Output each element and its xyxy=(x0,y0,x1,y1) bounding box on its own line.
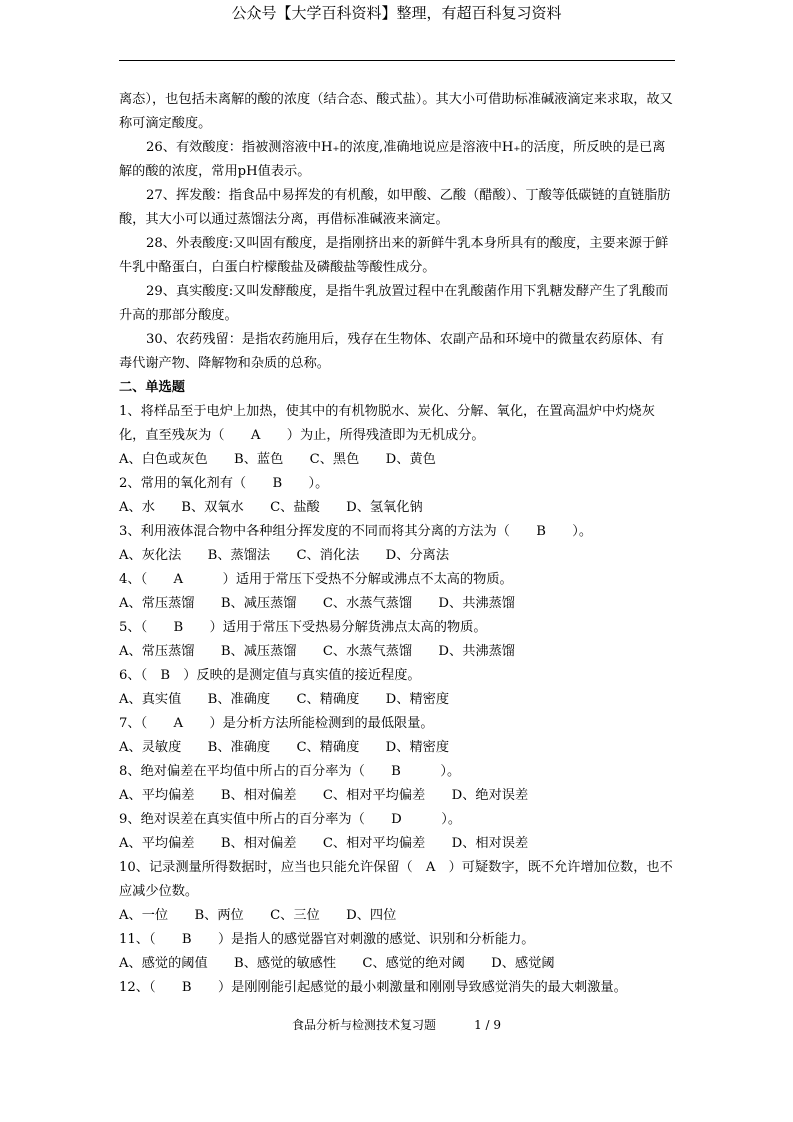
question-text: 7、（ A ）是分析方法所能检测到的最低限量。 xyxy=(119,716,434,731)
definition-item: 26、有效酸度：指被测溶液中H₊的浓度,准确地说应是溶液中H₊的活度，所反映的是已离解的酸的浓度，常用pH值表示。 xyxy=(119,140,666,179)
page-header: 公众号【大学百科资料】整理，有超百科复习资料 xyxy=(231,4,562,22)
question-options: A、一位 B、两位 C、三位 D、四位 xyxy=(119,908,397,923)
question-options: A、常压蒸馏 B、减压蒸馏 C、水蒸气蒸馏 D、共沸蒸馏 xyxy=(119,596,515,611)
definition-item: 28、外表酸度:又叫固有酸度，是指刚挤出来的新鲜牛乳本身所具有的酸度，主要来源于鲜牛乳中酪蛋白，白蛋白柠檬酸盐及磷酸盐等酸性成分。 xyxy=(119,236,669,275)
question-text: 3、利用液体混合物中各种组分挥发度的不同而将其分离的方法为（ B ）。 xyxy=(119,524,593,539)
question-text: 6、（ B ）反映的是测定值与真实值的接近程度。 xyxy=(119,668,421,683)
question-text: 5、（ B ）适用于常压下受热易分解货沸点太高的物质。 xyxy=(119,620,487,635)
question-options: A、平均偏差 B、相对偏差 C、相对平均偏差 D、绝对误差 xyxy=(119,788,529,803)
question-text: 9、绝对误差在真实值中所占的百分率为（ D ）。 xyxy=(119,812,462,827)
definition-item: 27、挥发酸：指食品中易挥发的有机酸，如甲酸、乙酸（醋酸）、丁酸等低碳链的直链脂肪酸，其大小可以通过蒸馏法分离，再借标准碱液来滴定。 xyxy=(119,188,671,227)
question-options: A、感觉的阈值 B、感觉的敏感性 C、感觉的绝对阈 D、感觉阈 xyxy=(119,956,555,971)
question-text: 2、常用的氧化剂有（ B ）。 xyxy=(119,476,329,491)
definition-item: 30、农药残留：是指农药施用后，残存在生物体、农副产品和环境中的微量农药原体、有毒代谢产物、降解物和杂质的总称。 xyxy=(119,332,664,371)
section-title: 二、单选题 xyxy=(119,380,185,395)
question-options: A、白色或灰色 B、蓝色 C、黑色 D、黄色 xyxy=(119,452,436,467)
question-options: A、灵敏度 B、准确度 C、精确度 D、精密度 xyxy=(119,740,450,755)
question-text: 1、将样品至于电炉上加热，使其中的有机物脱水、炭化、分解、氧化，在置高温炉中灼烧灰化，直至残灰为（ A ）为止，所得残渣即为无机成分。 xyxy=(119,404,655,443)
question-options: A、灰化法 B、蒸馏法 C、消化法 D、分离法 xyxy=(119,548,450,563)
definition-item: 29、真实酸度:又叫发酵酸度，是指牛乳放置过程中在乳酸菌作用下乳糖发酵产生了乳酸而升高的那部分酸度。 xyxy=(119,284,669,323)
question-text: 8、绝对偏差在平均值中所占的百分率为（ B ）。 xyxy=(119,764,461,779)
document-body xyxy=(119,88,675,1000)
question-text: 10、记录测量所得数据时，应当也只能允许保留（ A ）可疑数字，既不允许增加位数，也不应减少位数。 xyxy=(119,860,673,899)
question-text: 12、（ B ）是刚刚能引起感觉的最小刺激量和刚刚导致感觉消失的最大刺激量。 xyxy=(119,980,627,995)
question-options: A、真实值 B、准确度 C、精确度 D、精密度 xyxy=(119,692,450,707)
footer-title: 食品分析与检测技术复习题 xyxy=(291,1018,436,1032)
question-text: 4、（ A ）适用于常压下受热不分解或沸点不太高的物质。 xyxy=(119,572,513,587)
page-footer xyxy=(0,1016,793,1034)
page-number: 1 / 9 xyxy=(474,1018,502,1032)
header-divider xyxy=(119,60,675,61)
question-options: A、常压蒸馏 B、减压蒸馏 C、水蒸气蒸馏 D、共沸蒸馏 xyxy=(119,644,515,659)
question-options: A、水 B、双氧水 C、盐酸 D、氢氧化钠 xyxy=(119,500,423,515)
definition-continuation: 离态），也包括未离解的酸的浓度（结合态、酸式盐）。其大小可借助标准碱液滴定来求取，故又称可滴定酸度。 xyxy=(119,92,673,131)
question-options: A、平均偏差 B、相对偏差 C、相对平均偏差 D、相对误差 xyxy=(119,836,529,851)
question-text: 11、（ B ）是指人的感觉器官对刺激的感觉、识别和分析能力。 xyxy=(119,932,535,947)
